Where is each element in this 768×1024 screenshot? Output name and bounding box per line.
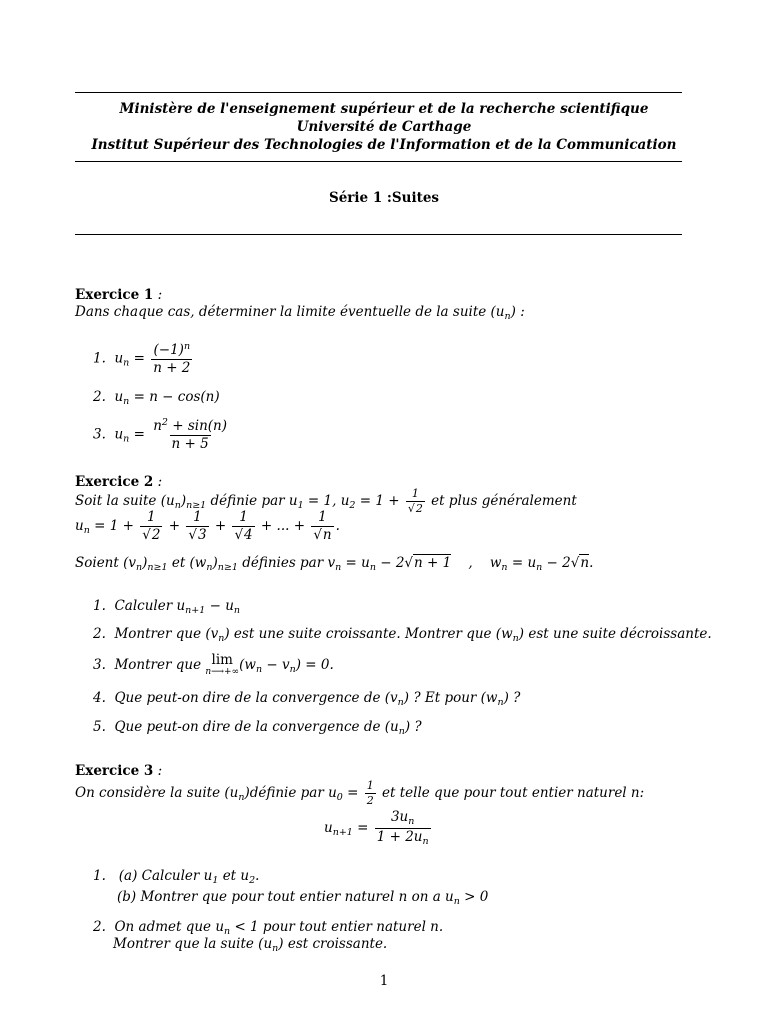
ex3-intro: On considère la suite $(u_n)définie$ par $u_0$ = $\frac{1}{2}$ et telle que pour tout entier naturel n: [75, 779, 645, 807]
ex2-q3: 3. Montrer que lim n⟶+∞ $(w_n - v_n) = 0$. [93, 652, 334, 677]
ex3-heading: Exercice 3 : [75, 763, 163, 779]
ex2-heading: Exercice 2 : [75, 474, 163, 490]
ex3-formula: $u_{n+1}$ = $\frac{3u_n}{1 + 2u_n}$ [324, 809, 429, 847]
ex3-q2b: Montrer que la suite $(u_n)$ est croissante. [113, 936, 388, 954]
page-title: Série 1 :Suites [328, 190, 440, 206]
ex1-item-2: 2. $u_n = n - \cos(n)$ [93, 389, 220, 407]
ex1-intro: Dans chaque cas, déterminer la limite éventuelle de la suite $(u_n)$ : [75, 304, 525, 322]
ex2-line3: Soient $(v_n)_{n\ge 1}$ et $(w_n)_{n\ge 1}$ définies par $v_n = u_n - 2√n + 1$ , $w_n = u_n - 2√n$. [75, 555, 594, 573]
ex1-item-1: 1. $u_n$ = $\frac{(-1)^n}{n + 2}$ [93, 341, 191, 376]
ex1-item-3: 3. $u_n$ = $\frac{n^2 + \sin(n)}{n + 5}$ [93, 417, 228, 452]
header-bottom-rule [75, 161, 682, 162]
title-rule [75, 234, 682, 235]
ex2-line1: Soit la suite $(u_n)_{n\ge 1}$ définie par $u_1 = 1$, $u_2 = 1$ + $\frac{1}{√2}$ et plus généralement [75, 487, 577, 515]
ex1-heading: Exercice 1 : [75, 287, 163, 303]
ex2-q5: 5. Que peut-on dire de la convergence de $(u_n)$ ? [93, 719, 422, 737]
ex2-q1: 1. Calculer $u_{n+1} - u_n$ [93, 598, 241, 616]
ex2-q4: 4. Que peut-on dire de la convergence de $(v_n)$ ? Et pour $(w_n)$ ? [93, 690, 521, 708]
top-rule [75, 92, 682, 93]
ex3-q1b: (b) Montrer que pour tout entier naturel n on a $u_n > 0$ [117, 889, 489, 907]
ex2-line2: $u_n = 1$ + $\frac{1}{√2}$ + $\frac{1}{√3}$ + $\frac{1}{√4}$ + ... + $\frac{1}{√n}$ . [75, 509, 340, 543]
ex3-q1a: 1. (a) Calculer $u_1$ et $u_2$. [93, 868, 260, 886]
institute-line: Institut Supérieur des Technologies de l'Information et de la Communication [91, 137, 677, 153]
university-line: Université de Carthage [296, 119, 472, 135]
ministry-line: Ministère de l'enseignement supérieur et de la recherche scientifique [119, 101, 649, 117]
ex2-q2: 2. Montrer que $(v_n)$ est une suite croissante. Montrer que $(w_n)$ est une suite décroissante. [93, 626, 712, 644]
page-number: 1 [379, 973, 389, 989]
ex3-q2a: 2. On admet que $u_n < 1$ pour tout entier naturel n. [93, 919, 444, 937]
